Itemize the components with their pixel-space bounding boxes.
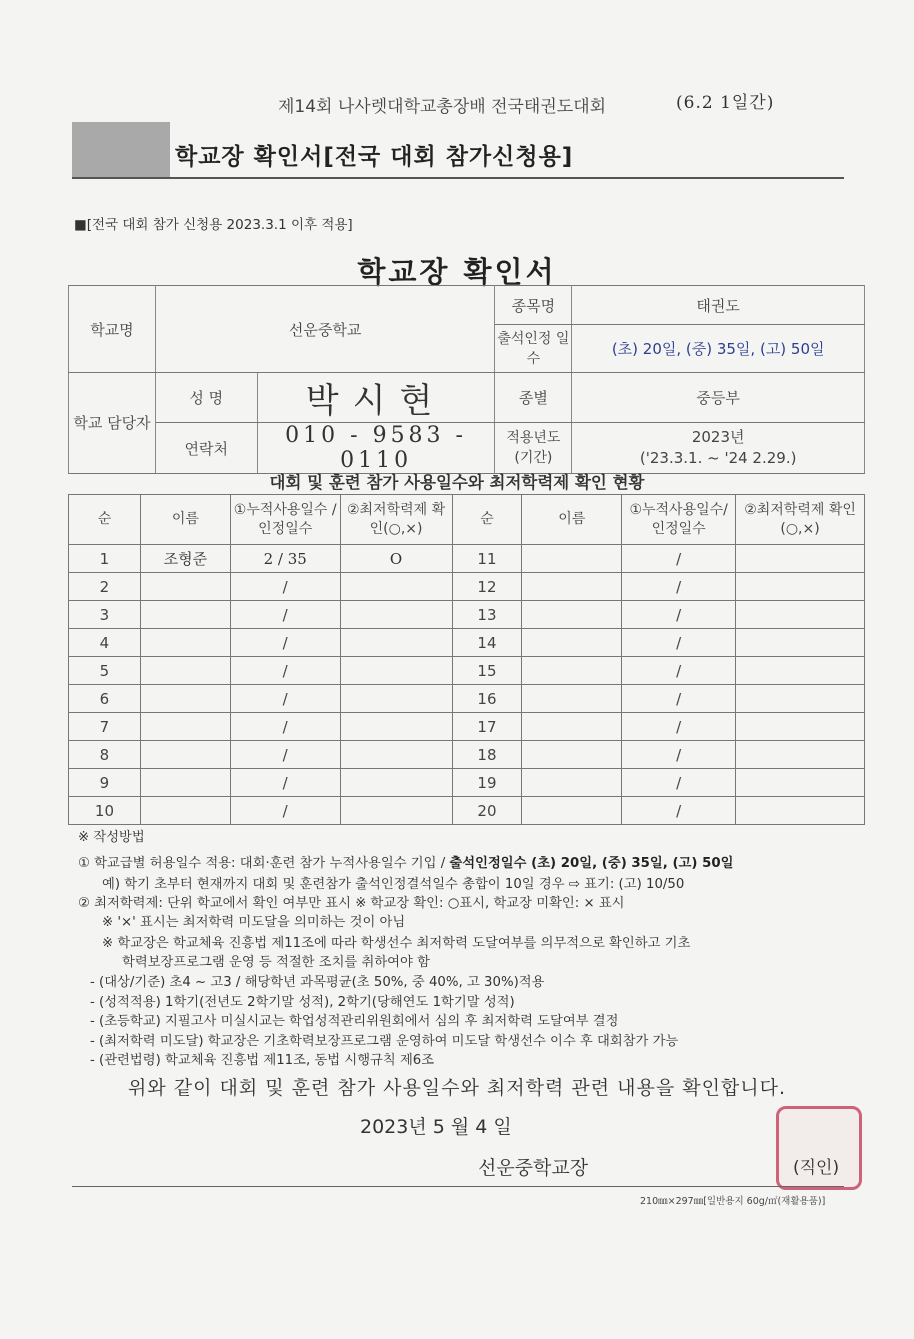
row-days: / [230, 601, 340, 629]
row-days: / [622, 573, 736, 601]
document-header-title: 학교장 확인서[전국 대회 참가신청용] [175, 144, 574, 170]
header-name-left: 이름 [140, 495, 230, 545]
table-row [69, 573, 865, 601]
reference-note: ■[전국 대회 참가 신청용 2023.3.1 이후 적용] [74, 217, 353, 233]
row-name [522, 657, 622, 685]
name-label: 성 명 [155, 373, 257, 423]
row-name [140, 657, 230, 685]
row-number: 1 [69, 545, 141, 573]
row-name [522, 797, 622, 825]
row-check [340, 657, 452, 685]
row-days: / [622, 629, 736, 657]
row-number: 6 [69, 685, 141, 713]
table-row [69, 741, 865, 769]
row-check [736, 573, 865, 601]
row-name [522, 741, 622, 769]
notes-line-1 [78, 852, 733, 871]
row-days: / [622, 685, 736, 713]
row-number: 12 [452, 573, 522, 601]
row-number: 3 [69, 601, 141, 629]
row-name [140, 601, 230, 629]
row-name [522, 545, 622, 573]
notes-heading: ※ 작성방법 [78, 830, 145, 845]
row-days: / [622, 741, 736, 769]
row-check [736, 601, 865, 629]
row-name [140, 769, 230, 797]
status-header-row [69, 495, 865, 545]
row-days: / [622, 601, 736, 629]
row-name [522, 713, 622, 741]
row-name [522, 573, 622, 601]
main-title: 학교장 확인서 [357, 255, 557, 289]
row-days: / [622, 713, 736, 741]
notes-line-7: - (대상/기준) 초4 ~ 고3 / 해당학년 과목평균(초 50%, 중 40%, 고 30%)적용 [90, 975, 545, 990]
row-check [736, 657, 865, 685]
row-check [736, 713, 865, 741]
row-check [340, 629, 452, 657]
row-number: 19 [452, 769, 522, 797]
row-days: 2 / 35 [230, 545, 340, 573]
notes-line-4: ※ '×' 표시는 최저학력 미도달을 의미하는 것이 아님 [102, 915, 406, 930]
row-check [340, 797, 452, 825]
sport-value: 태권도 [572, 286, 865, 325]
row-number: 14 [452, 629, 522, 657]
table-row [69, 713, 865, 741]
table-row [69, 629, 865, 657]
notes-line-11: - (관련법령) 학교체육 진흥법 제11조, 동법 시행규칙 제6조 [90, 1053, 435, 1068]
header-seq-left: 순 [69, 495, 141, 545]
row-check [736, 741, 865, 769]
school-value: 선운중학교 [155, 286, 495, 373]
division-label: 종별 [495, 373, 572, 423]
row-check [340, 713, 452, 741]
info-table [68, 285, 865, 474]
row-check [736, 797, 865, 825]
header-name-right: 이름 [522, 495, 622, 545]
row-name [140, 573, 230, 601]
table-row [69, 769, 865, 797]
table-row [69, 657, 865, 685]
division-value: 중등부 [572, 373, 865, 423]
header-academic-right: ②최저학력제 확인(○,×) [736, 495, 865, 545]
header-days-right: ①누적사용일수/ 인정일수 [622, 495, 736, 545]
row-check [736, 769, 865, 797]
seal-label: (직인) [793, 1158, 840, 1178]
row-name [522, 769, 622, 797]
notes-line-2: 예) 학기 초부터 현재까지 대회 및 훈련참가 출석인정결석일수 총합이 10일 경우 ⇨ 표기: (고) 10/50 [102, 877, 685, 892]
row-number: 11 [452, 545, 522, 573]
notes-line-5: ※ 학교장은 학교체육 진흥법 제11조에 따라 학생선수 최저학력 도달여부를 의무적으로 확인하고 기초 [102, 936, 691, 951]
signature-date: 2023년 5 월 4 일 [360, 1116, 512, 1138]
row-name [140, 629, 230, 657]
row-name [140, 685, 230, 713]
row-check [736, 685, 865, 713]
attendance-label: 출석인정 일수 [495, 325, 572, 373]
header-gray-block [72, 122, 170, 177]
sport-label: 종목명 [495, 286, 572, 325]
header-days-left: ①누적사용일수 /인정일수 [230, 495, 340, 545]
row-days: / [230, 713, 340, 741]
row-days: / [230, 769, 340, 797]
row-check [736, 629, 865, 657]
contact-label: 연락처 [155, 423, 257, 474]
row-days: / [230, 797, 340, 825]
table-row [69, 797, 865, 825]
row-number: 16 [452, 685, 522, 713]
table-row [69, 685, 865, 713]
row-number: 13 [452, 601, 522, 629]
row-days: / [230, 573, 340, 601]
header-seq-right: 순 [452, 495, 522, 545]
header-rule [72, 177, 844, 179]
row-number: 18 [452, 741, 522, 769]
row-days: / [622, 657, 736, 685]
row-name [522, 601, 622, 629]
row-name [522, 685, 622, 713]
notes-line-10: - (최저학력 미도달) 학교장은 기초학력보장프로그램 운영하여 미도달 학생선수 이수 후 대회참가 가능 [90, 1034, 679, 1049]
attendance-value: (초) 20일, (중) 35일, (고) 50일 [572, 325, 865, 373]
notes-line-3: ② 최저학력제: 단위 학교에서 확인 여부만 표시 ※ 학교장 확인: ○표시, 학교장 미확인: × 표시 [78, 896, 625, 911]
row-number: 8 [69, 741, 141, 769]
row-days: / [622, 797, 736, 825]
row-check [340, 573, 452, 601]
row-days: / [230, 629, 340, 657]
year-value: 2023년 [691, 428, 745, 446]
row-name: 조형준 [140, 545, 230, 573]
row-check [340, 741, 452, 769]
notes-line-9: - (초등학교) 지필고사 미실시교는 학업성적관리위원회에서 심의 후 최저학력 도달여부 결정 [90, 1014, 619, 1029]
row-name [522, 629, 622, 657]
row-check: O [340, 545, 452, 573]
row-check [340, 769, 452, 797]
table-row [69, 545, 865, 573]
row-number: 5 [69, 657, 141, 685]
year-cell [572, 423, 865, 474]
row-number: 17 [452, 713, 522, 741]
principal-title: 선운중학교장 [478, 1157, 589, 1179]
notes-line-6: 학력보장프로그램 운영 등 적절한 조치를 취하여야 함 [122, 955, 430, 970]
status-table [68, 494, 865, 825]
row-check [340, 601, 452, 629]
year-period: ('23.3.1. ~ '24 2.29.) [639, 449, 797, 467]
row-number: 20 [452, 797, 522, 825]
contact-value-handwritten: 010 - 9583 - 0110 [257, 423, 495, 474]
notes-line-1-blue: (초) 20일, (중) 35일, (고) 50일 [526, 856, 734, 871]
competition-title: 제14회 나사렛대학교총장배 전국태권도대회 [278, 97, 607, 117]
row-number: 9 [69, 769, 141, 797]
row-days: / [230, 657, 340, 685]
notes-line-8: - (성적적용) 1학기(전년도 2학기말 성적), 2학기(당해연도 1학기말 성적) [90, 995, 515, 1010]
footer-rule [72, 1186, 844, 1187]
paper-spec: 210㎜×297㎜[일반용지 60g/㎡(재활용품)] [640, 1196, 826, 1207]
row-name [140, 797, 230, 825]
row-number: 7 [69, 713, 141, 741]
manager-label: 학교 담당자 [69, 373, 156, 474]
handwritten-date-note: (6.2 1일간) [676, 93, 775, 113]
row-number: 2 [69, 573, 141, 601]
row-check [340, 685, 452, 713]
row-check [736, 545, 865, 573]
table-row [69, 601, 865, 629]
row-number: 4 [69, 629, 141, 657]
name-value-handwritten: 박시현 [257, 373, 495, 423]
row-days: / [622, 545, 736, 573]
school-label: 학교명 [69, 286, 156, 373]
row-days: / [230, 741, 340, 769]
year-label: 적용년도 (기간) [495, 423, 572, 474]
row-number: 15 [452, 657, 522, 685]
notes-line-1-bold: 출석인정일수 [449, 856, 527, 871]
row-name [140, 713, 230, 741]
row-number: 10 [69, 797, 141, 825]
row-name [140, 741, 230, 769]
row-days: / [230, 685, 340, 713]
confirmation-statement: 위와 같이 대회 및 훈련 참가 사용일수와 최저학력 관련 내용을 확인합니다. [127, 1077, 787, 1099]
notes-line-1-text: ① 학교급별 허용일수 적용: 대회·훈련 참가 누적사용일수 기입 / [78, 856, 450, 871]
header-academic-left: ②최저학력제 확인(○,×) [340, 495, 452, 545]
status-table-title: 대회 및 훈련 참가 사용일수와 최저학력제 확인 현황 [269, 473, 645, 492]
row-days: / [622, 769, 736, 797]
